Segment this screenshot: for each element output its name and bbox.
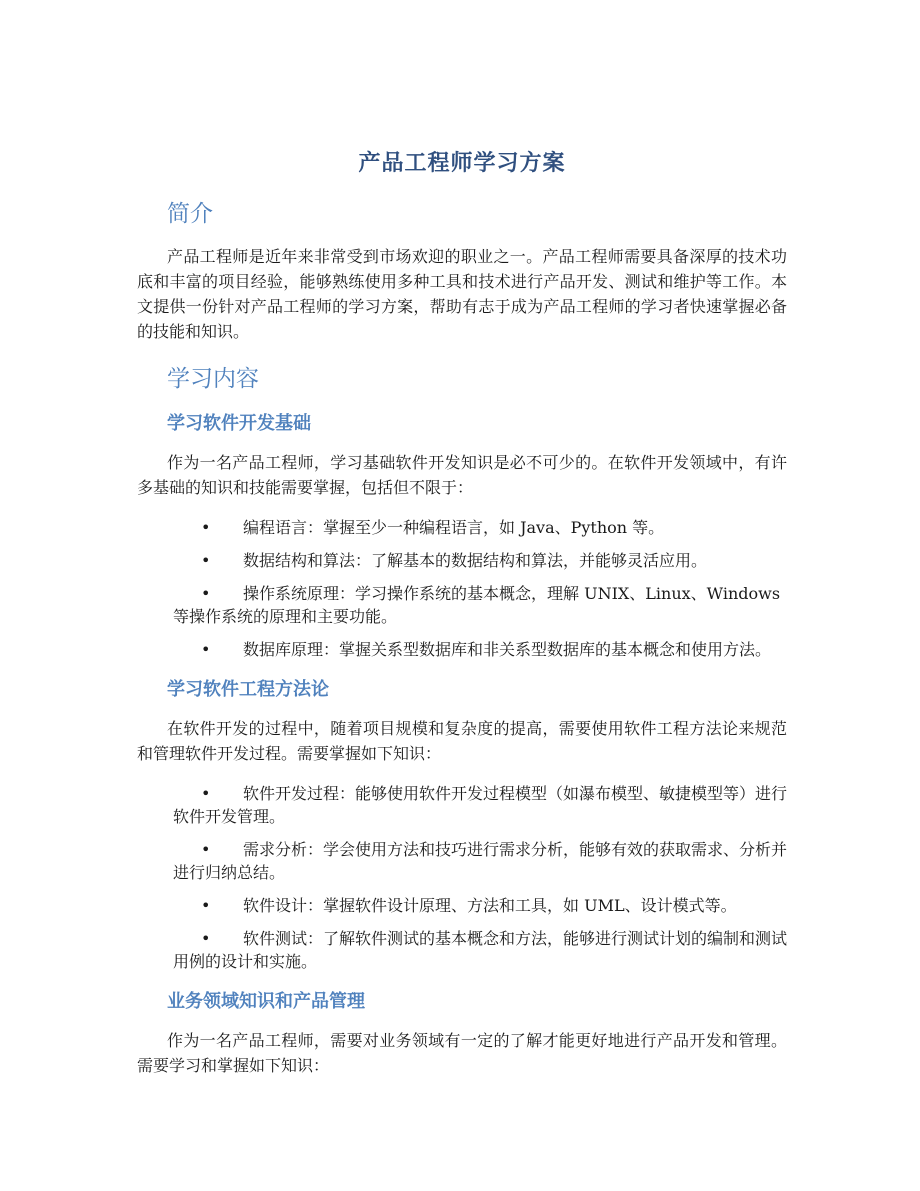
list-item-text: 软件设计：掌握软件设计原理、方法和工具，如 UML、设计模式等。 — [243, 896, 737, 915]
list-item — [173, 516, 787, 539]
list-item-text: 软件开发过程：能够使用软件开发过程模型（如瀑布模型、敏捷模型等）进行软件开发管理。 — [173, 784, 788, 826]
list-item-text: 操作系统原理：学习操作系统的基本概念，理解 UNIX、Linux、Windows 等操作系统的原理和主要功能。 — [173, 584, 781, 626]
bullet-icon: • — [201, 896, 211, 915]
section-heading-content: 学习内容 — [167, 366, 259, 392]
se-methodology-paragraph: 在软件开发的过程中，随着项目规模和复杂度的提高，需要使用软件工程方法论来规范和管理软件开发过程。需要掌握如下知识： — [137, 719, 787, 763]
subsection-heading-se-methodology: 学习软件工程方法论 — [167, 679, 329, 700]
section-heading-intro: 简介 — [167, 201, 213, 227]
list-item-text: 软件测试：了解软件测试的基本概念和方法，能够进行测试计划的编制和测试用例的设计和实施。 — [173, 929, 788, 971]
list-item — [173, 927, 787, 973]
se-methodology-list — [137, 782, 787, 973]
software-basics-list — [137, 516, 787, 661]
intro-paragraph: 产品工程师是近年来非常受到市场欢迎的职业之一。产品工程师需要具备深厚的技术功底和丰富的项目经验，能够熟练使用多种工具和技术进行产品开发、测试和维护等工作。本文提供一份针对产品工程师的学习方案，帮助有志于成为产品工程师的学习者快速掌握必备的技能和知识。 — [137, 247, 787, 341]
bullet-icon: • — [201, 929, 211, 948]
list-item-text: 数据库原理：掌握关系型数据库和非关系型数据库的基本概念和使用方法。 — [243, 640, 772, 659]
subsection-heading-domain-and-product: 业务领域知识和产品管理 — [167, 991, 365, 1012]
list-item-text: 编程语言：掌握至少一种编程语言，如 Java、Python 等。 — [243, 518, 665, 537]
document-page — [137, 140, 787, 1094]
list-item-text: 需求分析：学会使用方法和技巧进行需求分析，能够有效的获取需求、分析并进行归纳总结。 — [173, 840, 788, 882]
subsection-heading-software-basics: 学习软件开发基础 — [167, 413, 311, 434]
list-item — [173, 838, 787, 884]
list-item — [173, 549, 787, 572]
bullet-icon: • — [201, 784, 211, 803]
domain-and-product-paragraph: 作为一名产品工程师，需要对业务领域有一定的了解才能更好地进行产品开发和管理。需要学习和掌握如下知识： — [137, 1031, 787, 1075]
document-title: 产品工程师学习方案 — [358, 150, 566, 176]
bullet-icon: • — [201, 584, 211, 603]
bullet-icon: • — [201, 640, 211, 659]
list-item — [173, 894, 787, 917]
bullet-icon: • — [201, 551, 211, 570]
list-item — [173, 638, 787, 661]
bullet-icon: • — [201, 840, 211, 859]
software-basics-paragraph: 作为一名产品工程师，学习基础软件开发知识是必不可少的。在软件开发领域中，有许多基础的知识和技能需要掌握，包括但不限于： — [137, 453, 787, 497]
bullet-icon: • — [201, 518, 211, 537]
list-item-text: 数据结构和算法：了解基本的数据结构和算法，并能够灵活应用。 — [243, 551, 708, 570]
list-item — [173, 582, 787, 628]
list-item — [173, 782, 787, 828]
